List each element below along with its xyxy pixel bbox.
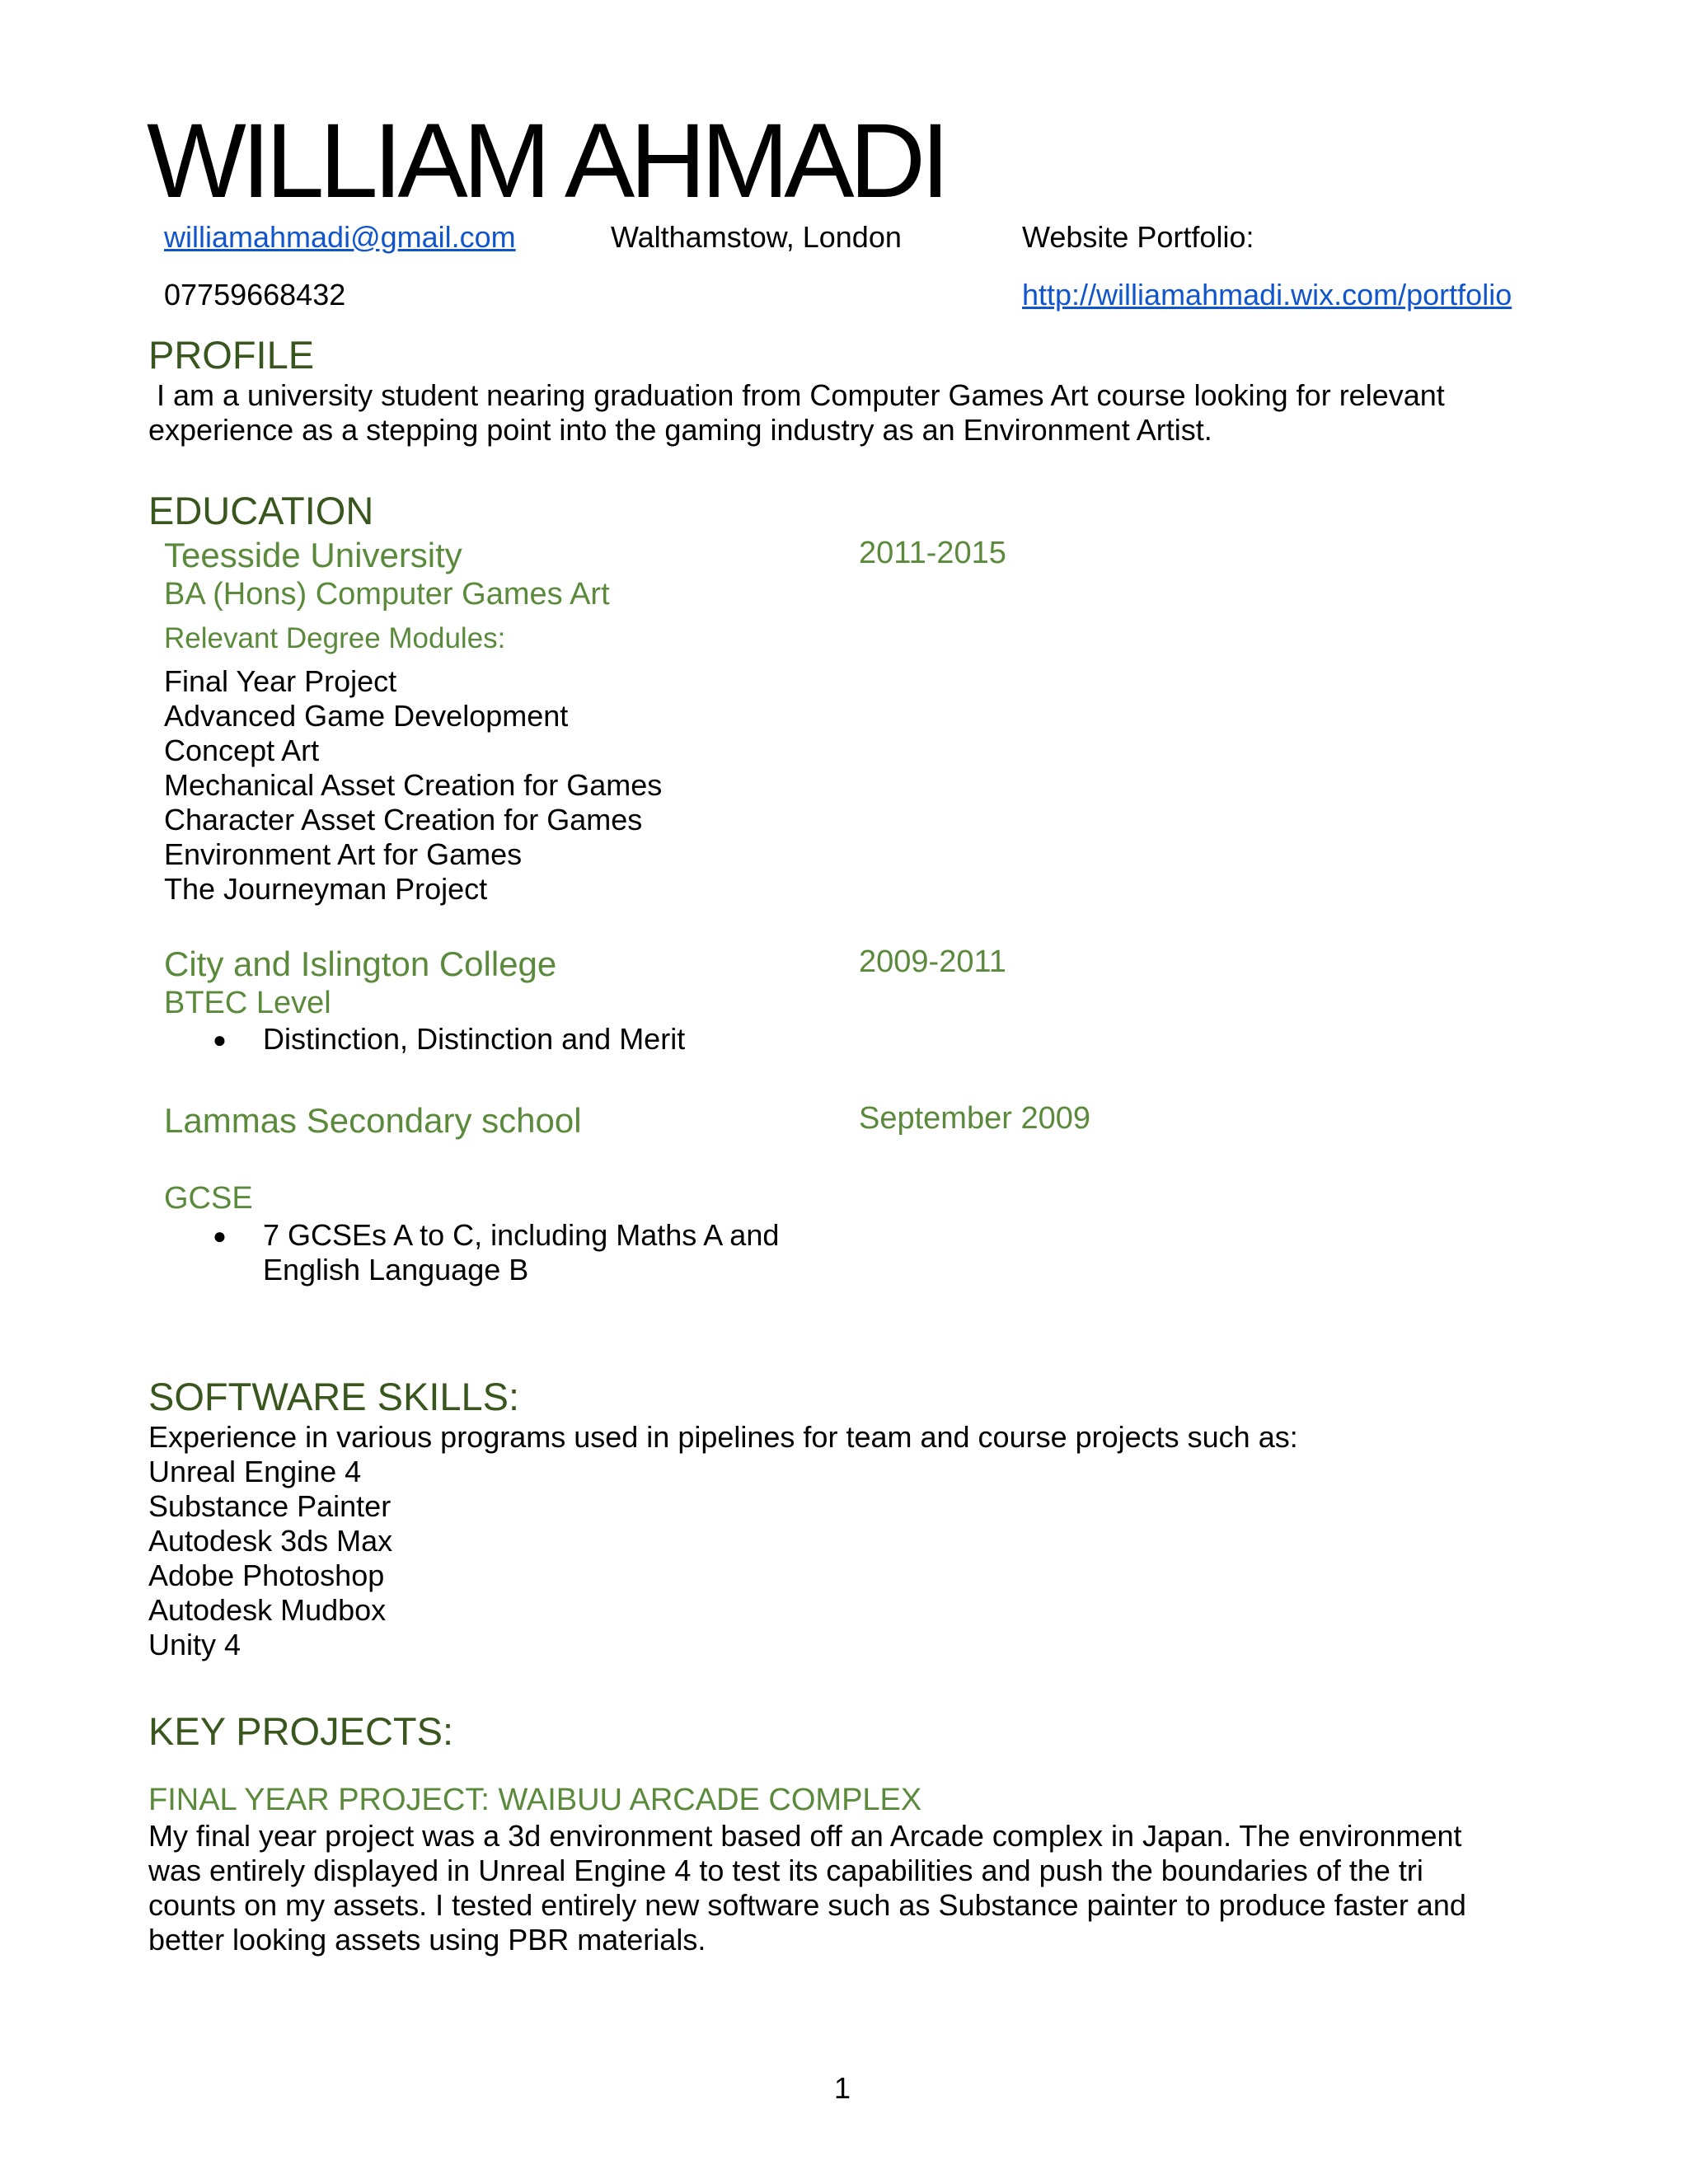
bullet-icon: ● [213, 1027, 227, 1052]
education-dates: 2011-2015 [859, 536, 1006, 570]
list-item [263, 1218, 779, 1287]
education-dates: 2009-2011 [859, 944, 1006, 979]
candidate-name: WILLIAM AHMADI [147, 102, 945, 220]
skills-intro: Experience in various programs used in pipelines for team and course projects such as: [148, 1420, 1298, 1454]
portfolio-label: Website Portfolio: [1022, 220, 1254, 254]
bullet-icon: ● [213, 1223, 227, 1249]
profile-text [148, 378, 1445, 448]
list-item: Unreal Engine 4 [148, 1455, 362, 1488]
list-item: Environment Art for Games [164, 837, 523, 871]
list-item: Final Year Project [164, 664, 397, 698]
list-item: The Journeyman Project [164, 872, 488, 906]
projects-heading: KEY PROJECTS: [148, 1709, 454, 1753]
list-item-line: 7 GCSEs A to C, including Maths A and [263, 1218, 780, 1252]
list-item: Autodesk 3ds Max [148, 1524, 393, 1558]
qualification-text: GCSE [164, 1181, 253, 1216]
modules-label: Relevant Degree Modules: [164, 622, 506, 654]
modules-list [164, 664, 662, 907]
portfolio-link[interactable]: http://williamahmadi.wix.com/portfolio [1022, 278, 1512, 312]
institution-name: Lammas Secondary school [164, 1101, 582, 1140]
education-heading: EDUCATION [148, 489, 374, 532]
list-item: Distinction, Distinction and Merit [263, 1022, 686, 1056]
list-item: Unity 4 [148, 1628, 241, 1661]
institution-name: City and Islington College [164, 944, 557, 983]
list-item: Substance Painter [148, 1489, 392, 1523]
description-line: My final year project was a 3d environment based off an Arcade complex in Japan. The environment [148, 1819, 1462, 1853]
description-line: counts on my assets. I tested entirely new software such as Substance painter to produce faster and [148, 1888, 1466, 1922]
list-item: Autodesk Mudbox [148, 1593, 387, 1627]
profile-line: I am a university student nearing graduation from Computer Games Art course looking for relevant [148, 378, 1445, 412]
location-text: Walthamstow, London [611, 220, 902, 254]
skills-heading: SOFTWARE SKILLS: [148, 1375, 520, 1418]
list-item: Adobe Photoshop [148, 1558, 385, 1592]
list-item: Character Asset Creation for Games [164, 803, 643, 837]
list-item: Mechanical Asset Creation for Games [164, 768, 663, 802]
project-description [148, 1819, 1466, 1957]
description-line: better looking assets using PBR materials. [148, 1923, 706, 1957]
profile-line: experience as a stepping point into the gaming industry as an Environment Artist. [148, 413, 1212, 447]
qualification-text: BTEC Level [164, 986, 331, 1020]
phone-text: 07759668432 [164, 278, 346, 312]
qualification-text: BA (Hons) Computer Games Art [164, 577, 610, 612]
email-link[interactable]: williamahmadi@gmail.com [164, 220, 516, 254]
education-dates: September 2009 [859, 1101, 1090, 1136]
project-title: FINAL YEAR PROJECT: WAIBUU ARCADE COMPLEX [148, 1783, 922, 1817]
page-number: 1 [834, 2071, 851, 2105]
skills-list [148, 1420, 1298, 1662]
list-item: Concept Art [164, 733, 320, 767]
profile-heading: PROFILE [148, 333, 315, 377]
list-item: Advanced Game Development [164, 699, 569, 733]
institution-name: Teesside University [164, 536, 462, 574]
list-item-line: English Language B [263, 1253, 529, 1286]
description-line: was entirely displayed in Unreal Engine 4 to test its capabilities and push the boundaries of the tri [148, 1854, 1423, 1887]
